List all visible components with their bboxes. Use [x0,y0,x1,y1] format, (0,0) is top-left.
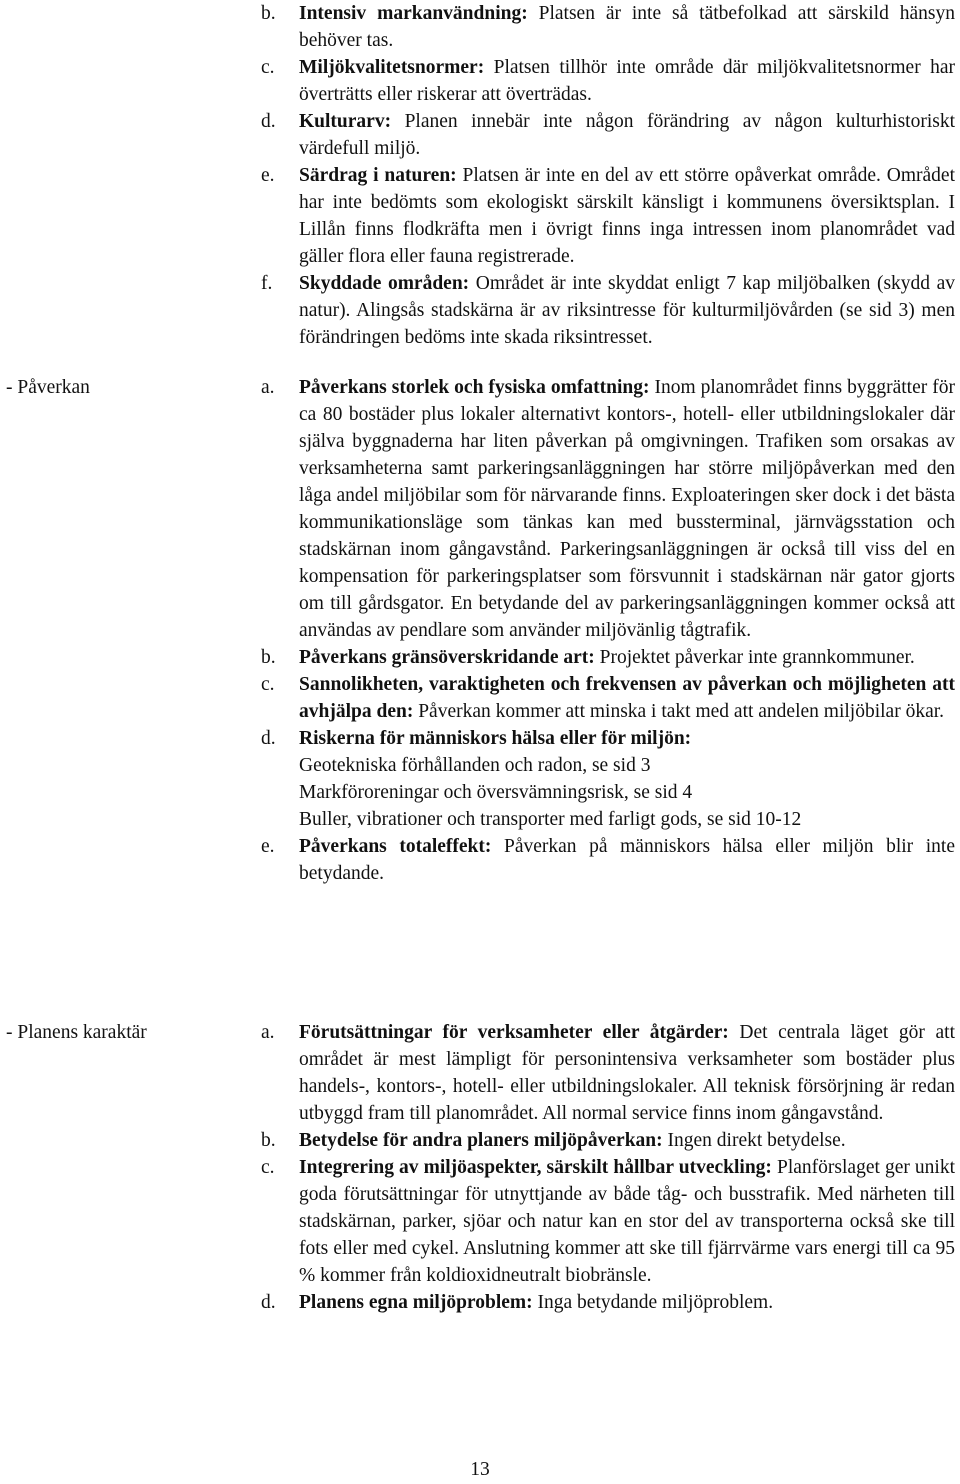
list-marker: f. [261,273,273,294]
list-marker: d. [261,728,276,749]
list-item-c [261,671,955,725]
list-marker: c. [261,1157,275,1178]
list-item-text [299,833,955,887]
item-title: Skyddade områden: [299,273,470,294]
item-body: Projektet påverkar inte grannkommuner. [594,647,915,668]
item-body: Platsen är inte en del av ett större opåverkat område. Området har inte bedömts som ekologiskt särskilt känsligt i kommunens översiktsplan. I Lillån finns flodkräfta men i övrigt finns inga intressen inom planområdet vad gäller flora eller fauna registrerade. [299,165,955,267]
risk-line: Geotekniska förhållanden och radon, se sid 3 [299,755,651,776]
item-body: Inga betydande miljöproblem. [532,1292,774,1313]
list-marker: b. [261,1130,276,1151]
list-item-text [299,725,955,833]
risk-line: Markföroreningar och översvämningsrisk, se sid 4 [299,782,693,803]
section-paverkan [0,374,960,887]
list-marker: e. [261,165,275,186]
list-item-a [261,1019,955,1127]
list-item-text [299,1019,955,1127]
item-body: Det centrala läget gör att området är mest lämpligt för personintensiva verksamheter som bostäder plus handels-, kontors-, hotell- eller utbildningslokaler. All teknisk försörjning är redan utbyggd fram till planområdet. All normal service finns inom gångavstånd. [299,1022,956,1124]
item-title: Betydelse för andra planers miljöpåverkan: [299,1130,663,1151]
list-item-b [261,1127,955,1154]
list-item-text [299,644,955,671]
section-planens-karaktar [0,1019,960,1316]
list-item-c [261,1154,955,1289]
list-item-b [261,644,955,671]
item-body: Planen innebär inte någon förändring av någon kulturhistoriskt värdefull miljö. [299,111,955,159]
list-item-c [261,54,955,108]
list-marker: c. [261,674,275,695]
list-item-text [299,108,955,162]
list-item-text [299,162,955,270]
list-item-text [299,374,955,644]
item-body: Påverkan kommer att minska i takt med att andelen miljöbilar ökar. [413,701,945,722]
item-title: Påverkans storlek och fysiska omfattning: [299,377,650,398]
item-title: Förutsättningar för verksamheter eller åtgärder: [299,1022,729,1043]
list-item-text [299,270,955,351]
list-item-d [261,725,955,833]
item-body: Ingen direkt betydelse. [662,1130,846,1151]
risk-line: Buller, vibrationer och transporter med farligt gods, se sid 10-12 [299,809,802,830]
list-item-a [261,374,955,644]
item-title: Kulturarv: [299,111,392,132]
list-marker: b. [261,647,276,668]
list-item-d [261,108,955,162]
item-title: Integrering av miljöaspekter, särskilt hållbar utveckling: [299,1157,772,1178]
list-item-e [261,833,955,887]
item-title: Miljökvalitetsnormer: [299,57,485,78]
item-title: Intensiv markanvändning: [299,3,528,24]
list-marker: c. [261,57,275,78]
list-item-text [299,1127,955,1154]
item-title: Planens egna miljöproblem: [299,1292,533,1313]
item-title: Påverkans gränsöverskridande art: [299,647,595,668]
list-marker: d. [261,111,276,132]
list-marker: d. [261,1292,276,1313]
section-label: - Planens karaktär [6,1022,147,1043]
section-label: - Påverkan [6,377,90,398]
list-item-b [261,0,955,54]
list-item-d [261,1289,955,1316]
section-top [0,0,960,351]
item-body: Planförslaget ger unikt goda förutsättningar för utnyttjande av både tåg- och busstrafik. Med närheten till stadskärnan, parker, sjöar och natur kan en stor del av transporterna också ske till fots eller med cykel. Anslutning kommer att ske till fjärrvärme vars energi till ca 95 % kommer från koldioxidneutralt biobränsle. [299,1157,956,1286]
list-item-text [299,1154,955,1289]
page-number: 13 [470,1459,490,1480]
list-item-text [299,54,955,108]
item-body: Platsen tillhör inte område där miljökvalitetsnormer har överträtts eller riskerar att överträdas. [299,57,955,105]
list-item-text [299,671,955,725]
list-item-e [261,162,955,270]
list-item-text [299,0,955,54]
item-body: Platsen är inte så tätbefolkad att särskild hänsyn behöver tas. [299,3,955,51]
item-title: Särdrag i naturen: [299,165,457,186]
list-marker: b. [261,3,276,24]
list-marker: e. [261,836,275,857]
list-item-f [261,270,955,351]
item-body: Inom planområdet finns byggrätter för ca 80 bostäder plus lokaler alternativt kontors-, hotell- eller utbildningslokaler där själva byggnaderna har liten påverkan på omgivningen. Trafiken som orsakas av verksamheterna samt parkeringsanläggningen har större miljöpåverkan med den låga andel miljöbilar som för närvarande finns. Exploateringen sker dock i det bästa kommunikationsläge som tänkas kan med bussterminal, järnvägsstation och stadskärnan inom gångavstånd. Parkeringsanläggningen är också till viss del en kompensation för parkeringsplatser som försvunnit i stadskärnan när gator gjorts om till gårdsgator. En betydande del av parkeringsanläggningen kommer också att användas av pendlare som använder miljövänlig tågtrafik. [299,377,955,641]
item-title: Riskerna för människors hälsa eller för miljön: [299,728,692,749]
item-body: Området är inte skyddat enligt 7 kap miljöbalken (skydd av natur). Alingsås stadskärna är av riksintresse för kulturmiljövården (se sid 3) men förändringen bedöms inte skada riksintresset. [299,273,955,348]
list-marker: a. [261,377,275,398]
list-marker: a. [261,1022,275,1043]
list-item-text [299,1289,955,1316]
item-title: Sannolikheten, varaktigheten och frekvensen av påverkan och möjligheten att avhjälpa den: [299,674,955,722]
item-body: Påverkan på människors hälsa eller miljön blir inte betydande. [299,836,955,884]
item-title: Påverkans totaleffekt: [299,836,492,857]
